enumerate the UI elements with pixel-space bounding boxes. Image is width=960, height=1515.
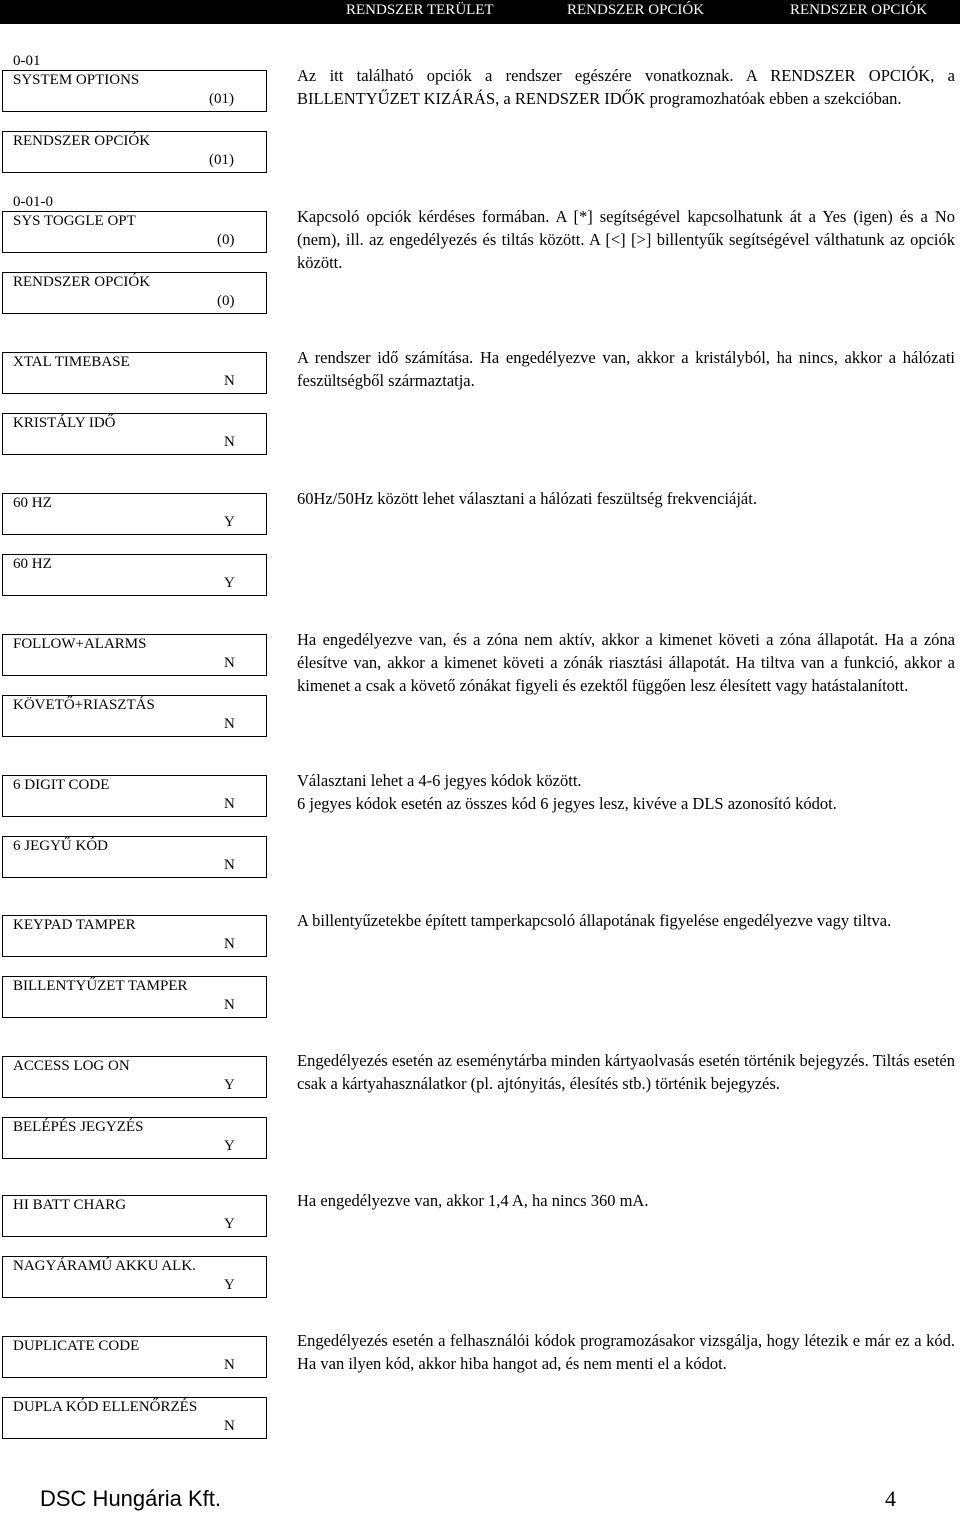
lcd-line1: 6 JEGYŰ KÓD bbox=[13, 838, 108, 854]
lcd-line2: N bbox=[224, 997, 235, 1013]
lcd-line2: Y bbox=[224, 575, 235, 591]
lcd-line1: KEYPAD TAMPER bbox=[13, 917, 136, 933]
section-description: A rendszer idő számítása. Ha engedélyezve van, akkor a kristályból, ha nincs, akkor a hálózati feszültségből származtatja. bbox=[297, 348, 955, 390]
lcd-display-hungarian bbox=[2, 413, 267, 455]
lcd-line1: BELÉPÉS JEGYZÉS bbox=[13, 1119, 144, 1135]
lcd-display-hungarian bbox=[2, 695, 267, 737]
lcd-line2: Y bbox=[224, 1216, 235, 1232]
lcd-line2: N bbox=[224, 1418, 235, 1434]
section-description: Ha engedélyezve van, és a zóna nem aktív, akkor a kimenet követi a zóna állapotát. Ha a zóna élesítve van, akkor a kimenet követi a zónák riasztási állapotát. Ha tiltva van a funkció, akkor a kimenet a csak a követő zónákat figyeli és ezektől függően lesz élesített vagy hatástalanított. bbox=[297, 630, 955, 695]
header-item-terulet: RENDSZER TERÜLET bbox=[346, 2, 494, 18]
lcd-display-english bbox=[2, 634, 267, 676]
lcd-line1: RENDSZER OPCIÓK bbox=[13, 133, 151, 149]
lcd-display-english bbox=[2, 70, 267, 112]
lcd-line1: HI BATT CHARG bbox=[13, 1197, 127, 1213]
page-header-bar bbox=[0, 0, 960, 24]
header-item-opciok-2: RENDSZER OPCIÓK bbox=[790, 2, 928, 18]
section-description: Az itt található opciók a rendszer egészére vonatkoznak. A RENDSZER OPCIÓK, a BILLENTYŰZET KIZÁRÁS, a RENDSZER IDŐK programozhatóak ebben a szekcióban. bbox=[297, 66, 955, 108]
lcd-display-hungarian bbox=[2, 272, 267, 314]
lcd-line1: SYS TOGGLE OPT bbox=[13, 213, 136, 229]
lcd-display-english bbox=[2, 1195, 267, 1237]
section-description: Kapcsoló opciók kérdéses formában. A [*] segítségével kapcsolhatunk át a Yes (igen) és a No (nem), ill. az engedélyezés és tiltás között. A [<] [>] billentyűk segítségével válthatunk az opciók között. bbox=[297, 207, 955, 272]
lcd-line2: (01) bbox=[209, 91, 234, 107]
lcd-display-english bbox=[2, 493, 267, 535]
lcd-line1: RENDSZER OPCIÓK bbox=[13, 274, 151, 290]
lcd-line2: N bbox=[224, 857, 235, 873]
lcd-line1: SYSTEM OPTIONS bbox=[13, 72, 140, 88]
lcd-line1: KÖVETŐ+RIASZTÁS bbox=[13, 697, 155, 713]
section-description: 60Hz/50Hz között lehet választani a hálózati feszültség frekvenciáját. bbox=[297, 489, 757, 508]
lcd-display-hungarian bbox=[2, 836, 267, 878]
lcd-line1: 60 HZ bbox=[13, 495, 52, 511]
lcd-display-hungarian bbox=[2, 1256, 267, 1298]
section-description: Engedélyezés esetén az eseménytárba minden kártyaolvasás esetén történik bejegyzés. Tiltás esetén csak a kártyahasználatkor (pl. ajtónyitás, élesítés stb.) történik bejegyzés. bbox=[297, 1051, 955, 1093]
lcd-line2: N bbox=[224, 716, 235, 732]
lcd-line1: XTAL TIMEBASE bbox=[13, 354, 130, 370]
lcd-display-english bbox=[2, 1056, 267, 1098]
lcd-line1: DUPLICATE CODE bbox=[13, 1338, 140, 1354]
lcd-display-hungarian bbox=[2, 1117, 267, 1159]
lcd-line1: ACCESS LOG ON bbox=[13, 1058, 130, 1074]
lcd-line2: N bbox=[224, 655, 235, 671]
lcd-line2: N bbox=[224, 1357, 235, 1373]
lcd-display-hungarian bbox=[2, 554, 267, 596]
section-counter: 0-01-0 bbox=[13, 194, 53, 210]
header-item-opciok-1: RENDSZER OPCIÓK bbox=[567, 2, 705, 18]
lcd-display-english bbox=[2, 915, 267, 957]
lcd-line1: NAGYÁRAMÚ AKKU ALK. bbox=[13, 1258, 196, 1274]
lcd-line1: 6 DIGIT CODE bbox=[13, 777, 110, 793]
lcd-line2: Y bbox=[224, 1277, 235, 1293]
section-description: Ha engedélyezve van, akkor 1,4 A, ha nincs 360 mA. bbox=[297, 1191, 649, 1210]
lcd-display-english bbox=[2, 1336, 267, 1378]
footer-company-name: DSC Hungária Kft. bbox=[40, 1486, 221, 1511]
lcd-display-english bbox=[2, 352, 267, 394]
lcd-line2: Y bbox=[224, 514, 235, 530]
lcd-line1: DUPLA KÓD ELLENŐRZÉS bbox=[13, 1399, 198, 1415]
description-line: Választani lehet a 4-6 jegyes kódok között. bbox=[297, 771, 582, 790]
lcd-line1: 60 HZ bbox=[13, 556, 52, 572]
lcd-line2: (01) bbox=[209, 152, 234, 168]
lcd-display-english bbox=[2, 211, 267, 253]
lcd-line2: N bbox=[224, 373, 235, 389]
section-counter: 0-01 bbox=[13, 53, 41, 69]
lcd-display-hungarian bbox=[2, 131, 267, 173]
footer-page-number: 4 bbox=[885, 1486, 896, 1511]
lcd-line2: (0) bbox=[217, 232, 235, 248]
lcd-line1: BILLENTYŰZET TAMPER bbox=[13, 978, 188, 994]
section-description bbox=[297, 769, 955, 815]
lcd-display-hungarian bbox=[2, 1397, 267, 1439]
lcd-display-english bbox=[2, 775, 267, 817]
lcd-line2: Y bbox=[224, 1138, 235, 1154]
lcd-line1: FOLLOW+ALARMS bbox=[13, 636, 147, 652]
section-description: A billentyűzetekbe épített tamperkapcsoló állapotának figyelése engedélyezve vagy tiltva. bbox=[297, 911, 892, 930]
lcd-line2: (0) bbox=[217, 293, 235, 309]
lcd-line2: N bbox=[224, 936, 235, 952]
lcd-line2: Y bbox=[224, 1077, 235, 1093]
description-line: 6 jegyes kódok esetén az összes kód 6 jegyes lesz, kivéve a DLS azonosító kódot. bbox=[297, 794, 837, 813]
lcd-line2: N bbox=[224, 434, 235, 450]
lcd-line2: N bbox=[224, 796, 235, 812]
lcd-display-hungarian bbox=[2, 976, 267, 1018]
lcd-line1: KRISTÁLY IDŐ bbox=[13, 415, 116, 431]
section-description: Engedélyezés esetén a felhasználói kódok programozásakor vizsgálja, hogy létezik e már ez a kód. Ha van ilyen kód, akkor hiba hangot ad, és nem menti el a kódot. bbox=[297, 1331, 955, 1373]
